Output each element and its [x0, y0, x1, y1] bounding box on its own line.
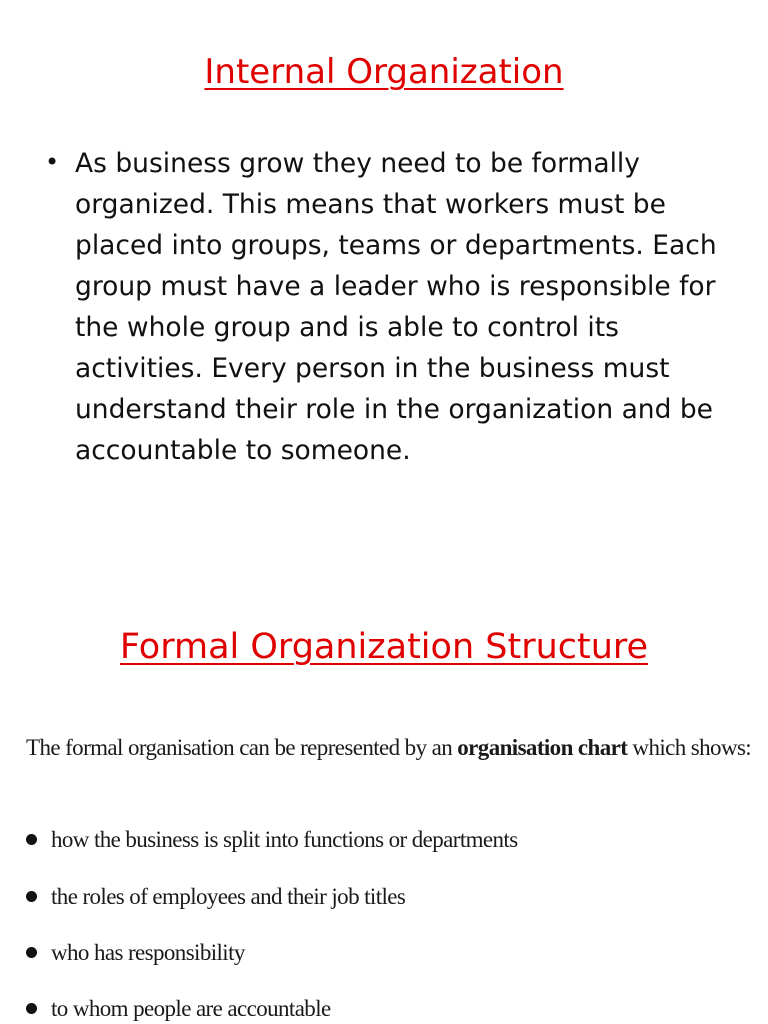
- bullet-text: As business grow they need to be formally organized. This means that workers must be placed into groups, teams or departments. Each group must have a leader who is responsible for the whole group and is able to control its activities. Every person in the business must understand their role in the organization and be accountable to someone.: [75, 148, 717, 466]
- list-item-text: the roles of employees and their job titles: [51, 884, 406, 909]
- list-item-text: who has responsibility: [51, 940, 245, 965]
- bullet-item: [40, 143, 730, 471]
- bullet-dot-icon: •: [45, 148, 60, 176]
- list-item-text: how the business is split into functions or departments: [51, 827, 518, 852]
- list-item: [26, 996, 331, 1022]
- intro-text-end: which shows:: [627, 735, 752, 760]
- list-item: [26, 827, 518, 853]
- intro-text: The formal organisation can be represented by an: [26, 735, 458, 760]
- bullet-dot-icon: [26, 1003, 37, 1014]
- list-item-text: to whom people are accountable: [51, 996, 331, 1021]
- list-item: [26, 940, 245, 966]
- bullet-dot-icon: [26, 834, 37, 845]
- section-title: Formal Organization Structure: [119, 627, 649, 667]
- bullet-dot-icon: [26, 947, 37, 958]
- scanned-text-image: [26, 728, 762, 1021]
- list-item: [26, 884, 405, 910]
- intro-bold-term: organisation chart: [457, 735, 628, 760]
- page-title: Internal Organization: [204, 52, 564, 92]
- intro-paragraph: [26, 728, 762, 767]
- bullet-dot-icon: [26, 891, 37, 902]
